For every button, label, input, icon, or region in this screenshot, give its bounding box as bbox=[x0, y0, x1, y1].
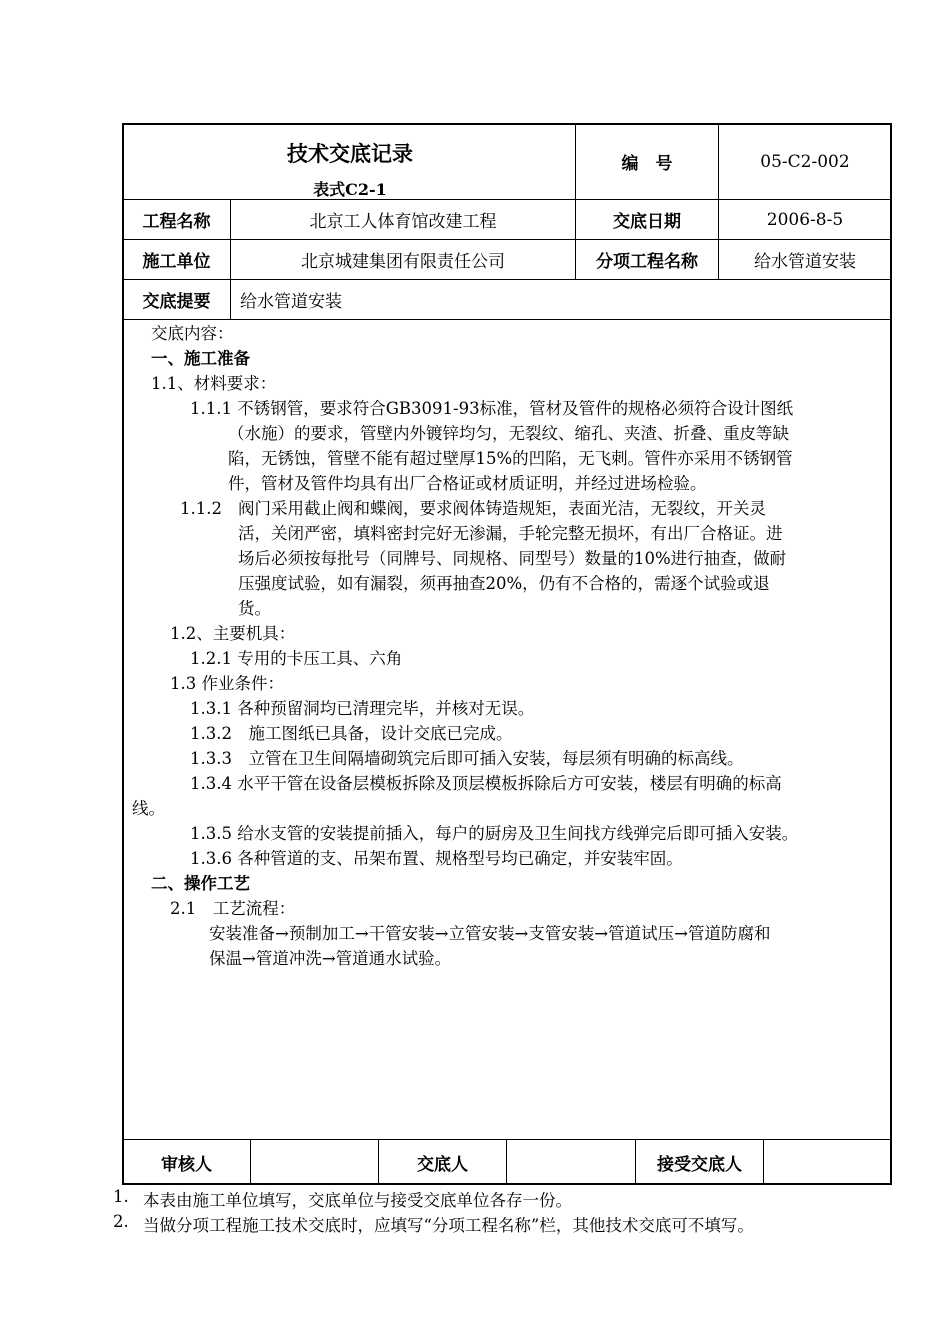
receiver-label: 接受交底人 bbox=[657, 1155, 742, 1175]
note-text: 当做分项工程施工技术交底时，应填写“分项工程名称”栏，其他技术交底可不填写。 bbox=[143, 1216, 754, 1235]
paragraph-line: 保温→管道冲洗→管道通水试验。 bbox=[209, 949, 452, 968]
project-label: 工程名称 bbox=[142, 212, 211, 232]
reviewer-field[interactable] bbox=[251, 1140, 378, 1185]
paragraph-line: 1.1.1 不锈钢管，要求符合GB3091-93标准，管材及管件的规格必须符合设计图纸 bbox=[190, 399, 794, 418]
paragraph-line: 1.3.4 水平干管在设备层模板拆除及顶层模板拆除后方可安装，楼层有明确的标高 bbox=[190, 774, 782, 793]
paragraph-line: 活，关闭严密，填料密封完好无渗漏，手轮完整无损坏，有出厂合格证。进 bbox=[238, 524, 783, 543]
discloser-label: 交底人 bbox=[417, 1155, 468, 1175]
paragraph-line: 1.2.1 专用的卡压工具、六角 bbox=[190, 649, 403, 668]
paragraph-line: 1.3.5 给水支管的安装提前插入，每户的厨房及卫生间找方线弹完后即可插入安装。 bbox=[190, 824, 799, 843]
subsection-heading: 1.1、材料要求： bbox=[151, 374, 277, 393]
paragraph-line: 陷，无锈蚀，管壁不能有超过壁厚15%的凹陷，无飞刺。管件亦采用不锈钢管 bbox=[228, 449, 793, 468]
number-label: 编 号 bbox=[621, 154, 673, 174]
paragraph-line: 1.3.3 立管在卫生间隔墙砌筑完后即可插入安装，每层须有明确的标高线。 bbox=[190, 749, 744, 768]
subsection-heading: 2.1 工艺流程： bbox=[170, 899, 296, 918]
summary-value: 给水管道安装 bbox=[240, 292, 342, 312]
unit-value: 北京城建集团有限责任公司 bbox=[301, 252, 505, 272]
date-label: 交底日期 bbox=[613, 212, 681, 232]
item-number: 1.1.2 bbox=[180, 499, 222, 518]
discloser-field[interactable] bbox=[507, 1140, 635, 1185]
reviewer-label: 审核人 bbox=[161, 1155, 212, 1175]
form-title: 技术交底记录 bbox=[287, 141, 413, 166]
summary-label: 交底提要 bbox=[142, 292, 211, 312]
note-number: 2. bbox=[113, 1212, 129, 1231]
paragraph-line: 1.3.6 各种管道的支、吊架布置、规格型号均已确定，并安装牢固。 bbox=[190, 849, 683, 868]
paragraph-line: 货。 bbox=[238, 599, 271, 618]
receiver-field[interactable] bbox=[764, 1140, 891, 1185]
paragraph-line: 压强度试验，如有漏裂，须再抽查20%，仍有不合格的，需逐个试验或退 bbox=[238, 574, 770, 593]
form-code: 表式C2-1 bbox=[313, 180, 387, 199]
paragraph-line: 阀门采用截止阀和蝶阀，要求阀体铸造规矩，表面光洁，无裂纹，开关灵 bbox=[238, 499, 766, 518]
number-value: 05-C2-002 bbox=[760, 151, 850, 172]
section-heading: 一、施工准备 bbox=[151, 349, 250, 368]
sub-project-label: 分项工程名称 bbox=[596, 252, 698, 272]
subsection-heading: 1.2、主要机具： bbox=[170, 624, 296, 643]
paragraph-line: （水施）的要求，管壁内外镀锌均匀，无裂纹、缩孔、夹渣、折叠、重皮等缺 bbox=[228, 424, 789, 443]
paragraph-line: 安装准备→预制加工→干管安装→立管安装→支管安装→管道试压→管道防腐和 bbox=[209, 924, 771, 943]
content-intro: 交底内容： bbox=[151, 324, 234, 343]
note-number: 1. bbox=[113, 1187, 129, 1206]
section-heading: 二、操作工艺 bbox=[151, 874, 250, 893]
subsection-heading: 1.3 作业条件： bbox=[170, 674, 284, 693]
sub-project-value: 给水管道安装 bbox=[754, 252, 856, 272]
paragraph-line: 1.3.2 施工图纸已具备，设计交底已完成。 bbox=[190, 724, 513, 743]
paragraph-line: 1.3.1 各种预留洞均已清理完毕，并核对无误。 bbox=[190, 699, 535, 718]
paragraph-line: 场后必须按每批号（同牌号、同规格、同型号）数量的10%进行抽查，做耐 bbox=[238, 549, 787, 568]
project-value: 北京工人体育馆改建工程 bbox=[309, 212, 497, 232]
date-value: 2006-8-5 bbox=[766, 209, 844, 230]
unit-label: 施工单位 bbox=[142, 252, 211, 272]
note-text: 本表由施工单位填写，交底单位与接受交底单位各存一份。 bbox=[143, 1191, 572, 1210]
paragraph-line: 线。 bbox=[132, 799, 165, 818]
row-divider bbox=[122, 319, 892, 320]
paragraph-line: 件，管材及管件均具有出厂合格证或材质证明，并经过进场检验。 bbox=[228, 474, 707, 493]
